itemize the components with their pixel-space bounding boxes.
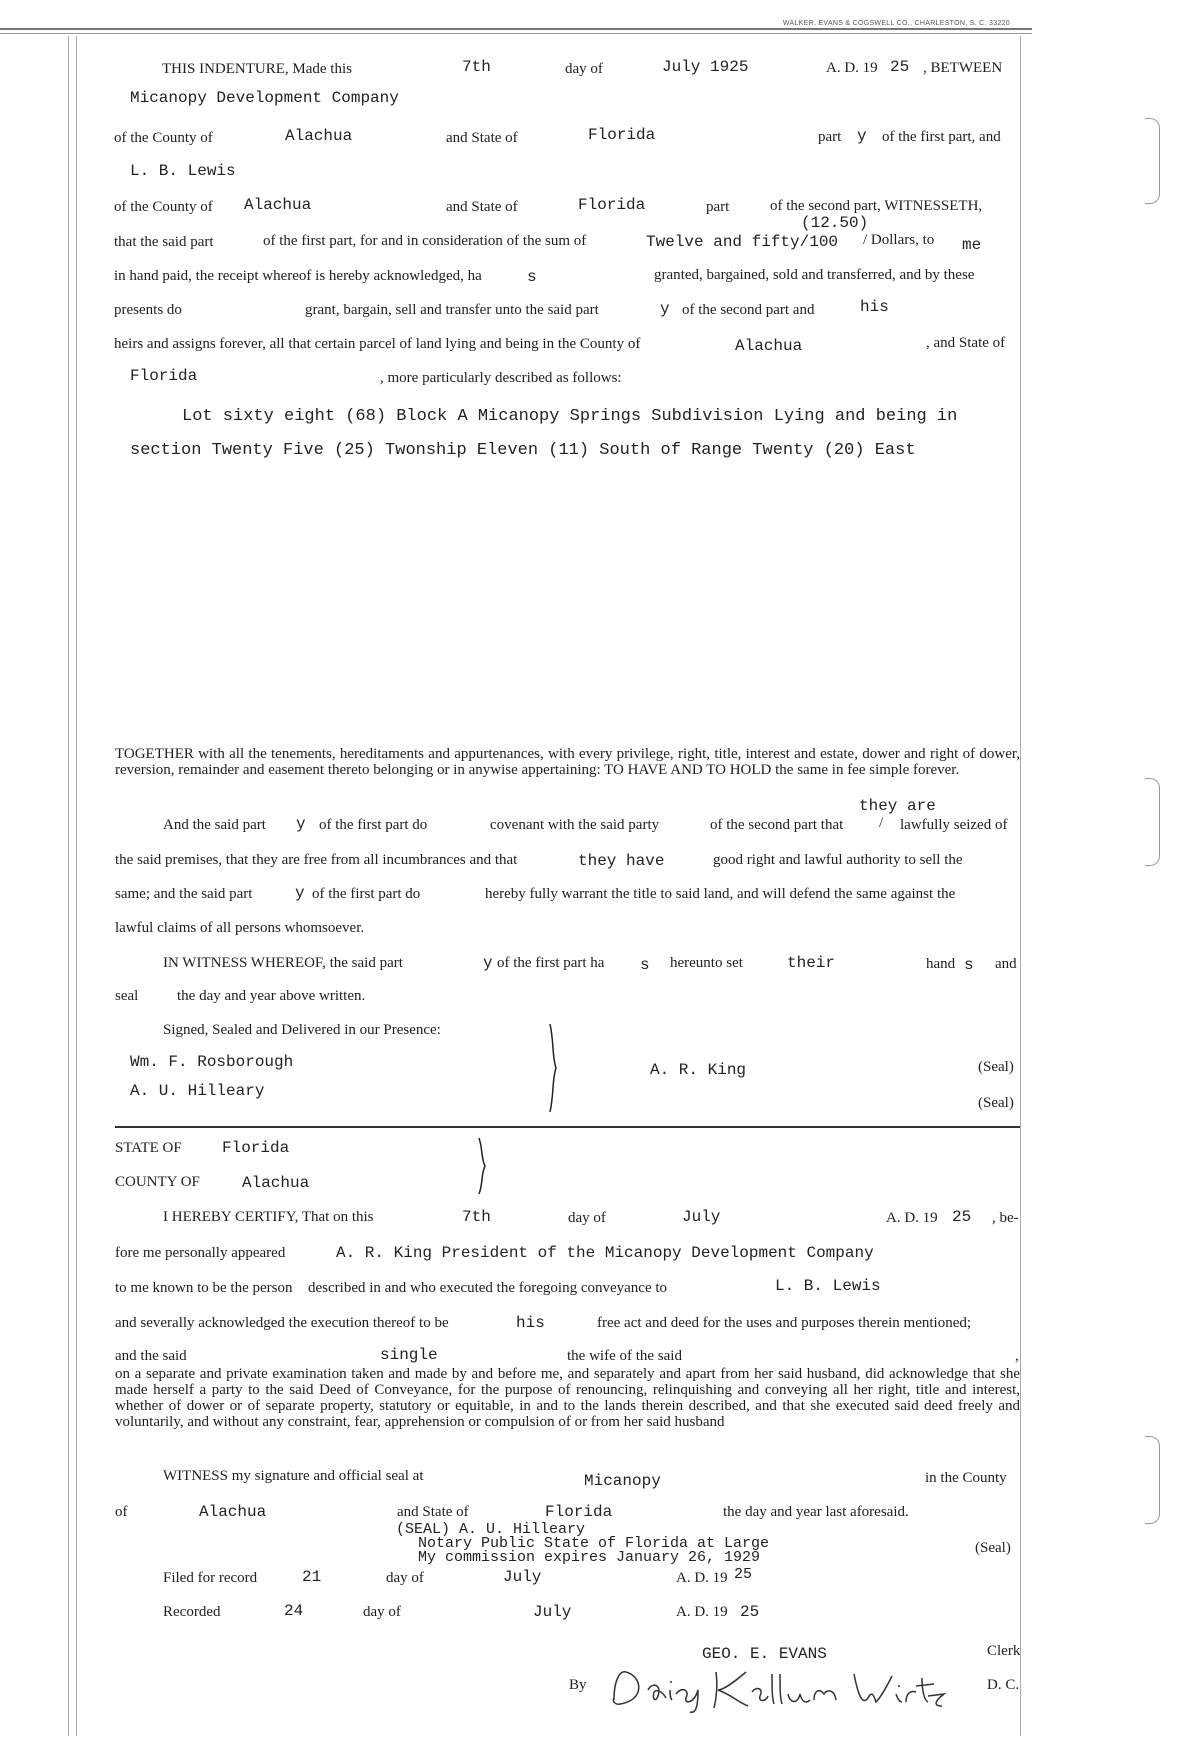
witness-y: y (483, 954, 493, 972)
ack-comma: , (1015, 1348, 1019, 1364)
indenture-year: 25 (890, 58, 910, 76)
seal-2: (Seal) (978, 1095, 1014, 1111)
filed-label: Filed for record (163, 1570, 258, 1586)
dc-label: D. C. (987, 1677, 1020, 1693)
grantor-name: Micanopy Development Company (130, 89, 399, 107)
covenant-said-part: And the said part (163, 817, 266, 833)
witness-has-s: s (640, 956, 650, 974)
and-label: and (995, 956, 1017, 972)
ack-county-label: COUNTY OF (115, 1174, 200, 1190)
party-first-label: part (818, 129, 842, 145)
grantee-county: Alachua (244, 196, 312, 214)
lawfully-seized: lawfully seized of (900, 817, 1008, 833)
notary-line-2: Notary Public State of Florida at Large (418, 1535, 770, 1552)
grantor-state: Florida (588, 126, 656, 144)
amount-words: Twelve and fifty/100 (646, 233, 839, 251)
ack-month: July (682, 1208, 721, 1226)
has-suffix: s (527, 268, 537, 286)
ack-grantee: L. B. Lewis (775, 1277, 881, 1295)
between-label: , BETWEEN (923, 60, 1003, 76)
clerk-name: GEO. E. EVANS (702, 1645, 827, 1663)
recorded-year: 25 (740, 1603, 760, 1621)
ack-day: 7th (462, 1208, 491, 1226)
recorded-day-of: day of (363, 1604, 401, 1620)
land-description-line-1: Lot sixty eight (68) Block A Micanopy Springs Subdivision Lying and being in (182, 407, 958, 426)
witness-county: Alachua (199, 1503, 267, 1521)
signature-brace (544, 1022, 564, 1114)
filed-day: 21 (302, 1568, 322, 1586)
premises-text: the said premises, that they are free from all incumbrances and that (115, 852, 518, 868)
and-state-of: , and State of (926, 335, 1006, 351)
witness-place: Micanopy (584, 1472, 661, 1490)
ack-before: , be- (992, 1210, 1019, 1226)
executed-conveyance: described in and who executed the foregoing conveyance to (308, 1280, 668, 1296)
ack-day-of: day of (568, 1210, 606, 1226)
dollars-label: / Dollars, to (863, 232, 935, 248)
ack-state-label: STATE OF (115, 1140, 182, 1156)
in-witness-whereof: IN WITNESS WHEREOF, the said part (163, 955, 403, 971)
warrant-text: hereby fully warrant the title to said land, and will defend the same against the (485, 886, 956, 902)
ad-label: A. D. 19 (826, 60, 878, 76)
receipt-text: in hand paid, the receipt whereof is hereby acknowledged, ha (114, 268, 482, 284)
and-the-said: and the said (115, 1348, 187, 1364)
said-part-label: that the said part (114, 234, 214, 250)
heirs-of: his (860, 298, 889, 316)
day-of-label: day of (565, 61, 603, 77)
recorded-label: Recorded (163, 1604, 221, 1620)
deputy-signature (606, 1660, 946, 1718)
grantee-state: Florida (578, 196, 646, 214)
lawful-claims: lawful claims of all persons whomsoever. (115, 920, 365, 936)
warrant-y: y (295, 884, 305, 902)
ack-county: Alachua (242, 1174, 310, 1192)
indenture-day: 7th (462, 58, 491, 76)
county-label: of the County of (114, 130, 213, 146)
presents-do: presents do (114, 302, 182, 318)
they-have: they have (578, 852, 665, 870)
ack-his: his (516, 1314, 545, 1332)
indenture-intro: THIS INDENTURE, Made this (162, 61, 352, 77)
witness-signature-seal: WITNESS my signature and official seal at (163, 1468, 424, 1484)
covenant-with: covenant with the said party (490, 817, 660, 833)
personally-appeared: fore me personally appeared (115, 1245, 286, 1261)
land-state: Florida (130, 367, 198, 385)
binder-hole-bottom (1145, 1436, 1160, 1524)
witness-state: Florida (545, 1503, 613, 1521)
granted-text: granted, bargained, sold and transferred, and by these (654, 267, 975, 283)
witness-1-name: Wm. F. Rosborough (130, 1053, 294, 1071)
top-border-inner (0, 33, 1032, 34)
of-label: of (115, 1504, 128, 1520)
severally-acknowledged: and severally acknowledged the execution thereof to be (115, 1315, 449, 1331)
land-description-line-2: section Twenty Five (25) Twonship Eleven (11) South of Range Twenty (20) East (130, 441, 916, 460)
amount-numeric: (12.50) (801, 214, 869, 232)
ack-ad-label: A. D. 19 (886, 1210, 938, 1226)
by-label: By (569, 1677, 587, 1693)
heirs-text: heirs and assigns forever, all that certain parcel of land lying and being in the County of (114, 336, 641, 352)
land-county: Alachua (735, 337, 803, 355)
hands-s: s (964, 956, 974, 974)
ack-year: 25 (952, 1208, 972, 1226)
free-act-text: free act and deed for the uses and purposes therein mentioned; (597, 1315, 972, 1331)
first-part-and: of the first part, and (882, 129, 1001, 145)
top-border (0, 28, 1032, 30)
paid-to: me (962, 236, 982, 254)
grantor-county: Alachua (285, 127, 353, 145)
filed-year: 25 (734, 1566, 753, 1583)
recorded-month: July (533, 1603, 572, 1621)
hereunto-set: hereunto set (670, 955, 743, 971)
seal-label: seal (115, 988, 139, 1004)
wife-of-said: the wife of the said (567, 1348, 682, 1364)
binder-hole-top (1145, 118, 1160, 204)
filed-ad: A. D. 19 (676, 1570, 728, 1586)
notary-line-3: My commission expires January 26, 1929 (418, 1549, 761, 1566)
covenant-slash: / (879, 815, 884, 831)
filed-day-of: day of (386, 1570, 424, 1586)
notary-seal: (Seal) (975, 1540, 1011, 1556)
party-second-label: part (706, 199, 730, 215)
same-said-part: same; and the said part (115, 886, 253, 902)
their-typed: their (787, 954, 836, 972)
filed-month: July (503, 1568, 542, 1586)
warrant-first-part-do: of the first part do (312, 886, 421, 902)
left-margin-line-inner (76, 36, 77, 1736)
right-margin-line (1020, 36, 1021, 1736)
they-are-insert: they are (859, 797, 936, 815)
hereby-certify: I HEREBY CERTIFY, That on this (163, 1209, 374, 1225)
state-label: and State of (446, 130, 518, 146)
signer-name: A. R. King (650, 1061, 747, 1079)
appeared-person: A. R. King President of the Micanopy Development Company (336, 1244, 874, 1262)
single-typed: single (380, 1346, 438, 1364)
county-label-2: of the County of (114, 199, 213, 215)
day-year-last: the day and year last aforesaid. (723, 1504, 909, 1520)
printer-imprint: WALKER, EVANS & COGSWELL CO., CHARLESTON, S. C. 33220 (782, 20, 1010, 27)
described-as-follows: , more particularly described as follows: (380, 370, 622, 386)
private-examination-text: on a separate and private examination taken and made by and before me, and separately and apart from her said husband, did acknowledge that she made herself a party to the said Deed of Conveyance, for the purpose of renouncing, relinquishing and conveying all her right, title and interest, whether of dower or of separate property, statutory or equitable, in and to the lands therein described, and that she executed said deed freely and voluntarily, and without any constraint, fear, apprehension or compulsion of or from her said husband (115, 1366, 1020, 1430)
clerk-label: Clerk (987, 1643, 1021, 1659)
covenant-first-part-do: of the first part do (319, 817, 428, 833)
covenant-second-part: of the second part that (710, 817, 844, 833)
in-the-county: in the County (925, 1470, 1007, 1486)
witness-state-label: and State of (397, 1504, 469, 1520)
grantee-name: L. B. Lewis (130, 162, 236, 180)
notary-line-1: (SEAL) A. U. Hilleary (396, 1521, 586, 1538)
hand-label: hand (926, 956, 956, 972)
seal-1: (Seal) (978, 1059, 1014, 1075)
ack-state: Florida (222, 1139, 290, 1157)
second-party-suffix: y (660, 300, 670, 318)
together-clause: TOGETHER with all the tenements, hereditaments and appurtenances, with every privilege, right, title, interest and estate, dower and right of dower, reversion, remainder and easement thereto belonging or in anywise appertaining: TO HAVE AND TO HOLD the same in fee simple forever. (115, 746, 1020, 778)
indenture-month-year: July 1925 (662, 58, 749, 76)
grant-text: grant, bargain, sell and transfer unto the said part (305, 302, 599, 318)
known-person: to me known to be the person (115, 1280, 293, 1296)
section-separator (115, 1126, 1020, 1128)
witness-2-name: A. U. Hilleary (130, 1082, 265, 1100)
witnesseth-label: of the second part, WITNESSETH, (770, 198, 983, 214)
binder-hole-middle (1145, 778, 1160, 866)
recorded-ad: A. D. 19 (676, 1604, 728, 1620)
day-year-above: the day and year above written. (177, 988, 366, 1004)
left-margin-line (68, 36, 69, 1736)
witness-first-part-ha: of the first part ha (497, 955, 605, 971)
ack-brace (474, 1136, 492, 1196)
state-label-2: and State of (446, 199, 518, 215)
party-first-suffix: y (857, 127, 867, 145)
good-right-text: good right and lawful authority to sell the (713, 852, 963, 868)
consideration-text: of the first part, for and in consideration of the sum of (263, 233, 587, 249)
signed-sealed-delivered: Signed, Sealed and Delivered in our Presence: (163, 1022, 441, 1038)
recorded-day: 24 (284, 1602, 304, 1620)
second-part-and: of the second part and (682, 302, 815, 318)
covenant-y: y (296, 815, 306, 833)
